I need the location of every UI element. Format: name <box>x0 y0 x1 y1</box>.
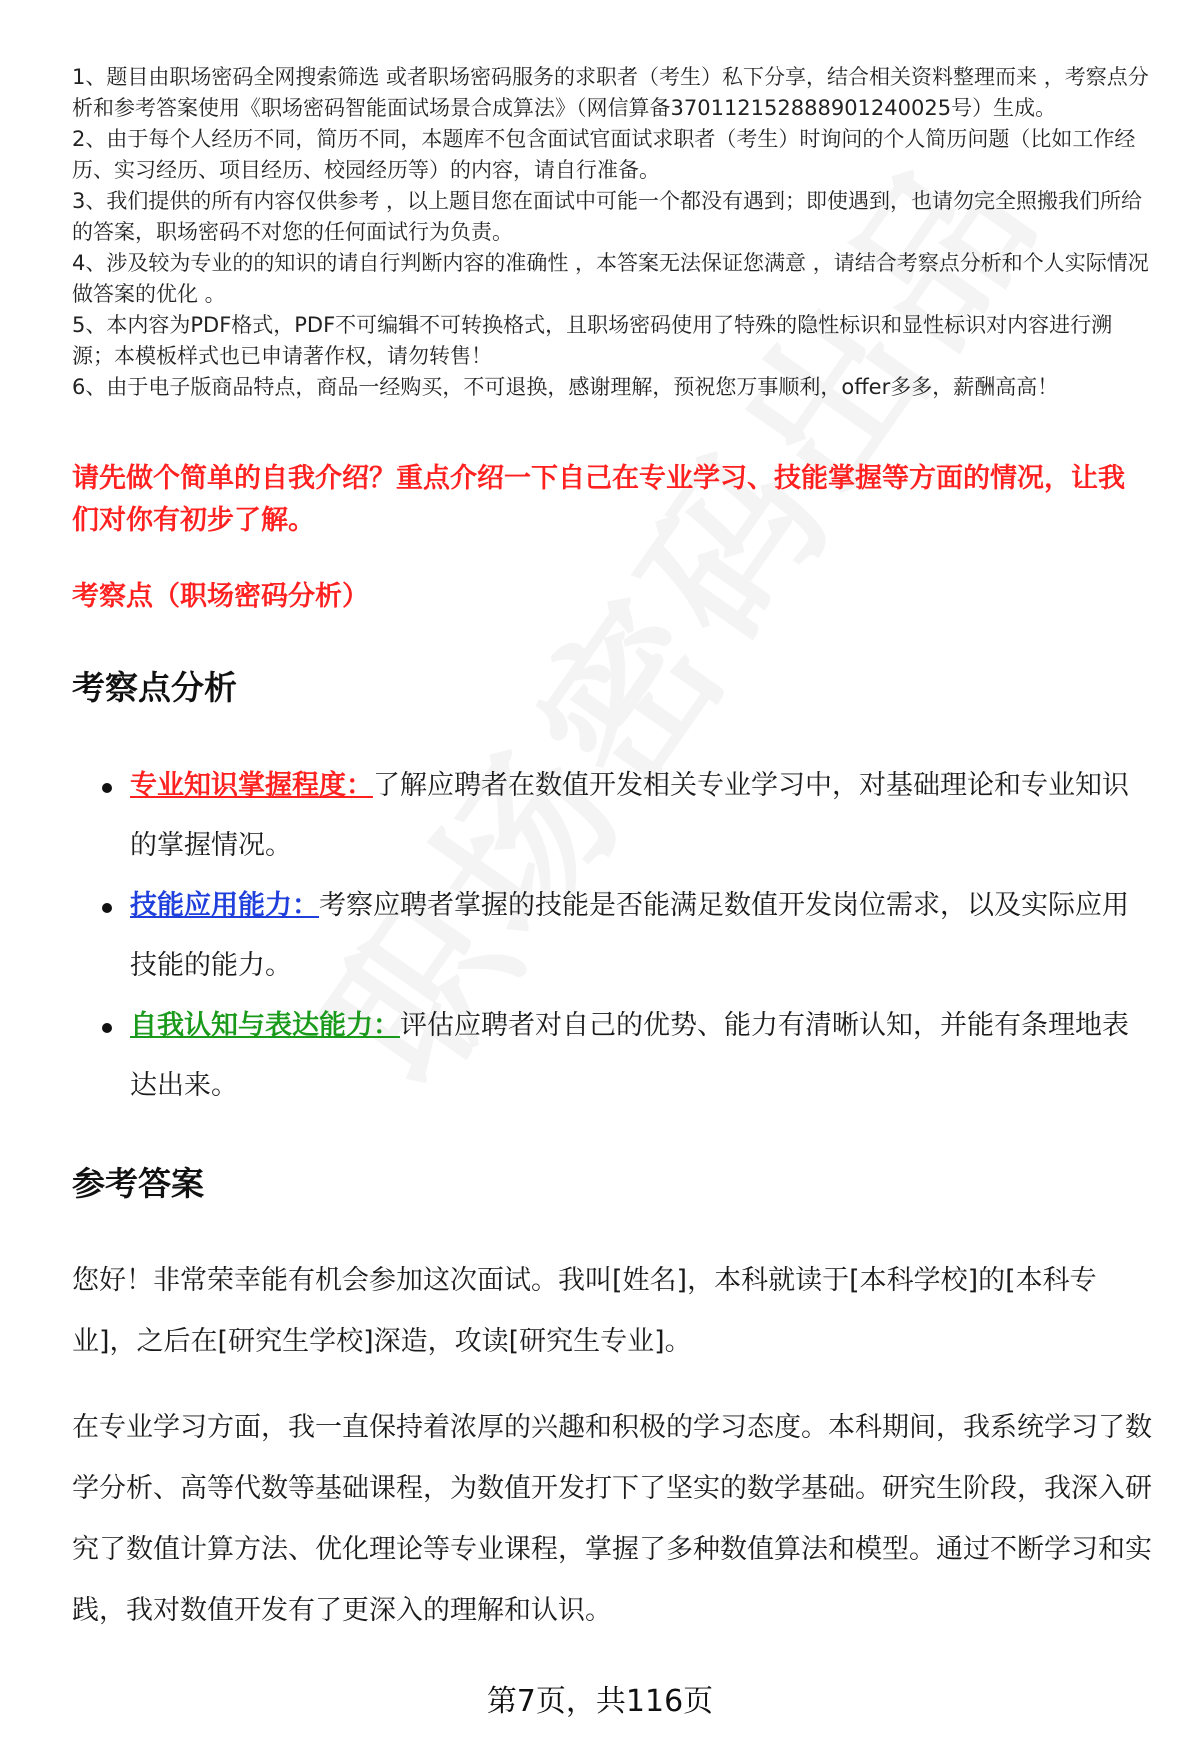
point-text: 考察应聘者掌握的技能是否能满足数值开发岗位需求，以及实际应用技能的能力。 <box>130 890 1129 981</box>
analysis-points <box>72 756 1152 1116</box>
answer-heading: 参考答案 <box>72 1164 204 1203</box>
point-text: 评估应聘者对自己的优势、能力有清晰认知，并能有条理地表达出来。 <box>130 1010 1129 1101</box>
analysis-point <box>72 996 1152 1116</box>
point-term: 自我认知与表达能力： <box>130 1010 400 1041</box>
disclaimer-block <box>72 62 1152 403</box>
disclaimer-item: 1、题目由职场密码全网搜索筛选 或者职场密码服务的求职者（考生）私下分享，结合相关资料整理而来 ，考察点分析和参考答案使用《职场密码智能面试场景合成算法》（网信算备370112152888901240025号）生成。 <box>72 65 1149 120</box>
disclaimer-item: 5、本内容为PDF格式，PDF不可编辑不可转换格式，且职场密码使用了特殊的隐性标识和显性标识对内容进行溯源；本模板样式也已申请著作权，请勿转售！ <box>72 313 1113 368</box>
point-text: 了解应聘者在数值开发相关专业学习中，对基础理论和专业知识的掌握情况。 <box>130 770 1129 861</box>
analysis-heading: 考察点分析 <box>72 668 237 707</box>
bullet-icon <box>102 903 112 913</box>
interview-question: 请先做个简单的自我介绍？重点介绍一下自己在专业学习、技能掌握等方面的情况，让我们对你有初步了解。 <box>72 463 1125 536</box>
disclaimer-item: 4、涉及较为专业的的知识的请自行判断内容的准确性 ，本答案无法保证您满意 ，请结合考察点分析和个人实际情况做答案的优化 。 <box>72 251 1149 306</box>
answer-paragraph: 您好！非常荣幸能有机会参加这次面试。我叫[姓名]，本科就读于[本科学校]的[本科专业]，之后在[研究生学校]深造，攻读[研究生专业]。 <box>72 1265 1097 1357</box>
page-number: 第7页，共116页 <box>486 1684 714 1719</box>
analysis-point <box>72 756 1152 876</box>
analysis-label: 考察点（职场密码分析） <box>72 581 369 612</box>
answer-paragraph: 在专业学习方面，我一直保持着浓厚的兴趣和积极的学习态度。本科期间，我系统学习了数学分析、高等代数等基础课程，为数值开发打下了坚实的数学基础。研究生阶段，我深入研究了数值计算方法、优化理论等专业课程，掌握了多种数值算法和模型。通过不断学习和实践，我对数值开发有了更深入的理解和认识。 <box>72 1412 1152 1626</box>
disclaimer-item: 6、由于电子版商品特点，商品一经购买，不可退换，感谢理解，预祝您万事顺利，offer多多，薪酬高高！ <box>72 375 1059 399</box>
disclaimer-item: 2、由于每个人经历不同，简历不同，本题库不包含面试官面试求职者（考生）时询问的个人简历问题（比如工作经历、实习经历、项目经历、校园经历等）的内容，请自行准备。 <box>72 127 1136 182</box>
point-term: 技能应用能力： <box>130 890 319 921</box>
analysis-point <box>72 876 1152 996</box>
point-term: 专业知识掌握程度： <box>130 770 373 801</box>
bullet-icon <box>102 783 112 793</box>
disclaimer-item: 3、我们提供的所有内容仅供参考 ，以上题目您在面试中可能一个都没有遇到；即使遇到，也请勿完全照搬我们所给的答案，职场密码不对您的任何面试行为负责。 <box>72 189 1143 244</box>
bullet-icon <box>102 1023 112 1033</box>
